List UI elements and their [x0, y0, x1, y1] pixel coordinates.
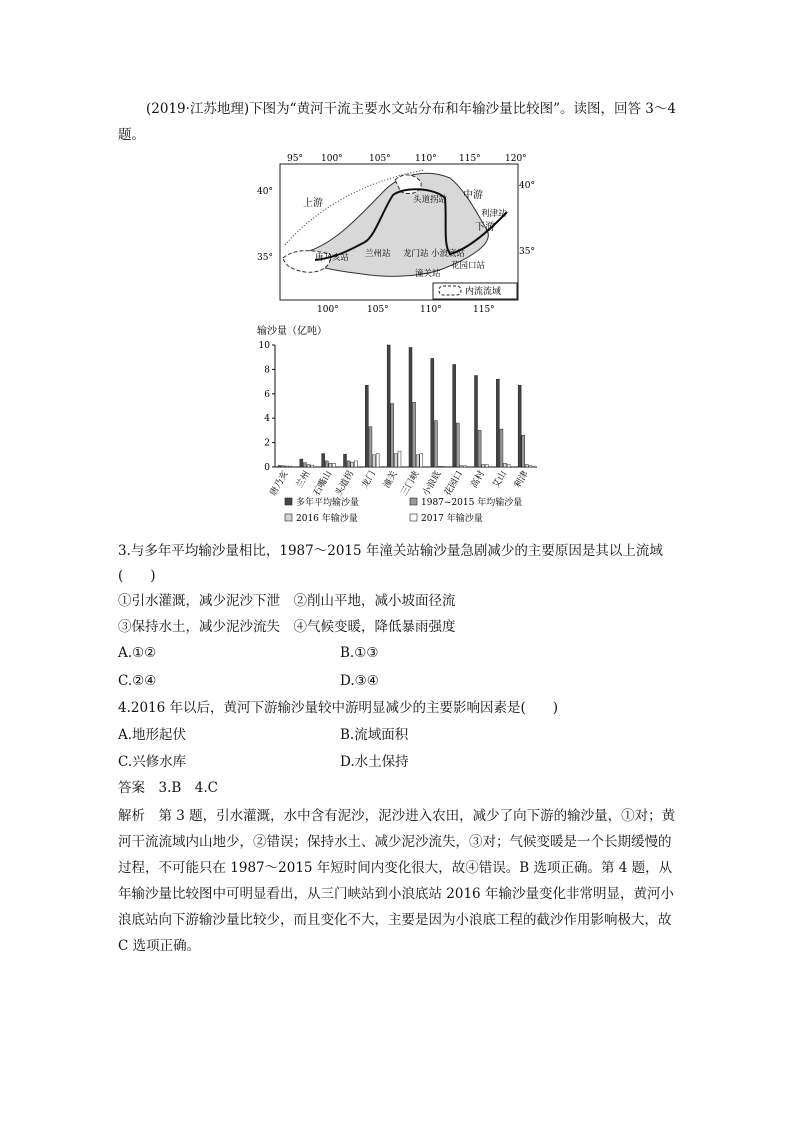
bar: [300, 459, 303, 467]
lon-label: 100°: [321, 154, 343, 164]
bar: [354, 461, 357, 467]
lon-label: 120°: [505, 154, 527, 164]
lon-label: 110°: [415, 154, 437, 164]
analysis-text: 解析 第 3 题，引水灌溉，水中含有泥沙，泥沙进入农田，减少了向下游的输沙量，①对；黄河干流流域内山地少，②错误；保持水土、减少泥沙流失，③对；气候变暖是一个长期缓慢的过程，不可能只在 1987～2015 年短时间内变化很大，故④错误。B 选项正确。第 4 题，从年输沙量比较图中可明显看出，从三门峡站到小浪底站 2016 年输沙量变化非常明显，黄河小浪底站向下游输沙量比较少，而且变化不大，主要是因为小浪底工程的截沙作用影响极大，故 C 选项正确。: [118, 808, 676, 954]
bar: [332, 463, 335, 467]
bar: [518, 385, 521, 467]
q4-choice-c[interactable]: C.兴修水库: [118, 754, 187, 770]
y-tick-label: 10: [258, 341, 270, 351]
lon-label: 105°: [367, 305, 389, 315]
legend-label: 多年平均输沙量: [296, 498, 360, 508]
lon-label: 115°: [459, 154, 481, 164]
legend-label: 1987~2015 年均输沙量: [421, 498, 523, 508]
q3-choice-d[interactable]: D.③④: [340, 673, 379, 689]
bar: [322, 454, 325, 467]
station-label: 利津站: [481, 209, 507, 219]
legend-swatch: [410, 514, 417, 521]
bar: [485, 465, 488, 467]
lon-label: 110°: [420, 305, 442, 315]
bar: [529, 466, 532, 467]
lon-label: 105°: [369, 154, 391, 164]
bar: [391, 404, 394, 467]
bar: [398, 451, 401, 467]
bar: [344, 454, 347, 467]
station-label: 潼关站: [415, 269, 441, 279]
bar: [420, 454, 423, 467]
legend-swatch: [285, 514, 292, 521]
lon-label: 100°: [317, 305, 339, 315]
station-label: 兰州站: [365, 249, 391, 259]
bar: [504, 463, 507, 467]
station-label: 唐乃亥站: [315, 253, 350, 263]
intro-text: (2019·江苏地理)下图为“黄河干流主要水文站分布和年输沙量比较图”。读图，回答 3～4 题。: [118, 101, 676, 143]
x-tick-label: 三门峡: [399, 469, 422, 498]
bar: [463, 466, 466, 467]
region-label: 上游: [303, 198, 323, 209]
bar: [351, 462, 354, 467]
region-label: 下游: [475, 222, 495, 233]
x-tick-label: 龙门: [360, 469, 378, 491]
station-label: 头道拐站: [413, 195, 448, 205]
y-tick-label: 0: [264, 463, 270, 473]
station-label: 小浪底站: [431, 249, 466, 259]
lon-label: 95°: [287, 154, 303, 164]
x-tick-label: 石嘴山: [312, 469, 335, 498]
bar: [373, 455, 376, 467]
lon-label: 115°: [473, 305, 495, 315]
x-tick-label: 利津: [513, 469, 531, 491]
bar: [453, 365, 456, 467]
q4-choice-b[interactable]: B.流域面积: [340, 727, 409, 743]
bar: [438, 466, 441, 467]
y-tick-label: 6: [264, 389, 270, 400]
bar: [289, 466, 292, 467]
bar: [413, 402, 416, 467]
x-tick-label: 高村: [469, 469, 488, 491]
bar: [278, 466, 281, 467]
q3-option-line1: ①引水灌溉，减少泥沙下泄 ②削山平地，减小坡面径流: [118, 593, 456, 609]
region-label: 中游: [463, 190, 483, 201]
bar: [311, 465, 314, 467]
bar: [325, 461, 328, 467]
legend-swatch: [285, 498, 292, 505]
bar: [478, 430, 481, 467]
bar: [307, 465, 310, 467]
q3-stem: 3.与多年平均输沙量相比，1987～2015 年潼关站输沙量急剧减少的主要原因是其以上流域: [118, 543, 663, 559]
lat-label: 40°: [257, 187, 273, 197]
bar: [431, 358, 434, 467]
bar: [329, 463, 332, 467]
bar: [394, 454, 397, 467]
bar: [303, 463, 306, 467]
q4-choice-d[interactable]: D.水土保持: [340, 754, 409, 770]
q3-choice-a[interactable]: A.①②: [118, 645, 157, 661]
y-tick-label: 4: [264, 414, 270, 425]
q3-choice-c[interactable]: C.②④: [118, 673, 157, 689]
bar: [500, 429, 503, 467]
answer-line: 答案 3.B 4.C: [118, 780, 219, 796]
bar: [507, 465, 510, 467]
sediment-bar-chart: [255, 322, 545, 532]
bar: [387, 345, 390, 467]
station-label: 龙门站: [403, 249, 429, 259]
bar: [347, 461, 350, 467]
bar: [460, 466, 463, 467]
bar: [496, 379, 499, 467]
bar: [282, 466, 285, 467]
q4-stem: 4.2016 年以后，黄河下游输沙量较中游明显减少的主要影响因素是( ): [118, 700, 559, 716]
chart-ylabel: 输沙量（亿吨）: [257, 326, 327, 337]
bar: [525, 465, 528, 467]
bar: [442, 466, 445, 467]
bar: [369, 427, 372, 467]
x-tick-label: 头道拐: [333, 469, 357, 498]
q4-choice-a[interactable]: A.地形起伏: [118, 727, 187, 743]
legend-label: 2016 年输沙量: [296, 514, 358, 524]
bar: [475, 376, 478, 468]
bar: [285, 466, 288, 467]
map-legend: 内流流域: [465, 287, 502, 297]
x-tick-label: 花园口: [443, 469, 466, 498]
yellow-river-map: [257, 150, 535, 315]
bar: [482, 465, 485, 467]
bar: [456, 423, 459, 467]
q3-paren: ( ): [118, 568, 156, 584]
q3-choice-b[interactable]: B.①③: [340, 645, 379, 661]
bar: [416, 455, 419, 467]
x-tick-label: 艾山: [491, 469, 509, 491]
x-tick-label: 小浪底: [421, 469, 444, 498]
bar: [365, 385, 368, 467]
bar: [522, 435, 525, 467]
legend-label: 2017 年输沙量: [421, 514, 483, 524]
bar: [434, 421, 437, 467]
legend-swatch: [410, 498, 417, 505]
lat-label: 35°: [257, 253, 273, 263]
x-tick-label: 唐乃亥: [268, 469, 291, 498]
x-tick-label: 潼关: [382, 469, 400, 491]
y-tick-label: 2: [264, 438, 270, 449]
lat-label: 40°: [519, 181, 535, 191]
bar: [409, 347, 412, 467]
q3-option-line2: ③保持水土，减少泥沙流失 ④气候变暖，降低暴雨强度: [118, 619, 456, 635]
y-tick-label: 8: [264, 365, 270, 376]
station-label: 花园口站: [451, 261, 486, 271]
x-tick-label: 兰州: [294, 469, 313, 491]
lat-label: 35°: [519, 247, 535, 257]
bar: [376, 454, 379, 467]
